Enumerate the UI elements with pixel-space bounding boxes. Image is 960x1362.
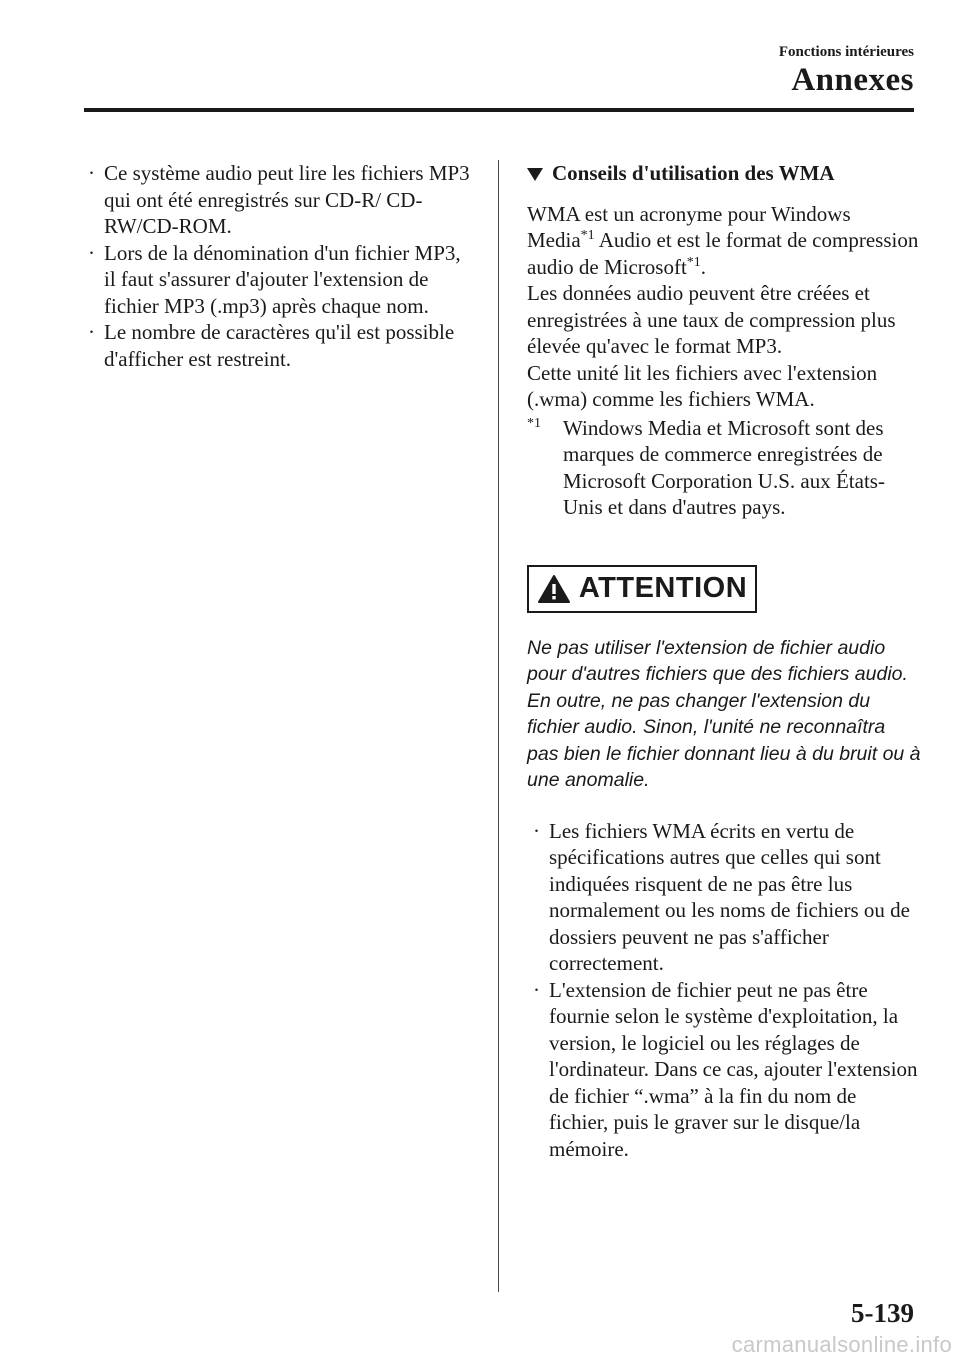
attention-label: ATTENTION xyxy=(578,572,748,605)
footnote-mark: *1 xyxy=(527,415,541,431)
list-item xyxy=(84,160,474,240)
list-item-text: Les fichiers WMA écrits en vertu de spécifications autres que celles qui sont indiquées risquent de ne pas être lus normalement ou les noms de fichiers ou de dossiers peuvent ne pas s'afficher correctement. xyxy=(549,818,910,975)
bullet-dot-icon: · xyxy=(88,320,95,344)
attention-body: Ne pas utiliser l'extension de fichier audio pour d'autres fichiers que des fichiers audio. En outre, ne pas changer l'extension du fichier audio. Sinon, l'unité ne reconnaîtra pas bien le fichier donnant lieu à du bruit ou à une anomalie. xyxy=(527,636,921,791)
triangle-down-icon xyxy=(527,168,543,181)
list-item xyxy=(84,240,474,320)
subheading-text: Conseils d'utilisation des WMA xyxy=(552,161,835,185)
bullet-dot-icon: · xyxy=(533,977,540,1002)
intro-text-3: . xyxy=(700,254,707,279)
left-column xyxy=(84,160,474,372)
list-item xyxy=(529,977,919,1163)
footnote-text: Windows Media et Microsoft sont des marques de commerce enregistrées de Microsoft Corporation U.S. aux États-Unis et dans d'autres pays. xyxy=(563,415,885,519)
list-item-text: Lors de la dénomination d'un fichier MP3, il faut s'assurer d'ajouter l'extension de fichier MP3 (.mp3) après chaque nom. xyxy=(104,240,461,318)
list-item xyxy=(529,818,919,977)
bullet-dot-icon: · xyxy=(88,240,95,265)
list-item-text: Ce système audio peut lire les fichiers MP3 qui ont été enregistrés sur CD-R/ CD-RW/CD-ROM. xyxy=(104,161,470,238)
footnote-ref: *1 xyxy=(580,228,595,243)
intro-text-2: Audio et est le format de compression audio de Microsoft xyxy=(527,228,919,279)
wma-subheading xyxy=(527,160,919,187)
attention-banner xyxy=(527,565,757,613)
header-section-title: Fonctions intérieures xyxy=(778,44,914,60)
footnote-ref: *1 xyxy=(686,254,701,270)
list-item xyxy=(84,319,474,372)
footnote xyxy=(527,415,919,521)
extension-paragraph: Cette unité lit les fichiers avec l'extension (.wma) comme les fichiers WMA. xyxy=(527,360,878,411)
compression-paragraph: Les données audio peuvent être créées et enregistrées à une taux de compression plus élevée qu'avec le format MP3. xyxy=(527,281,896,358)
warning-triangle-icon xyxy=(537,574,571,604)
right-column xyxy=(527,160,919,1162)
header-rule xyxy=(84,108,914,112)
page-number: 5-139 xyxy=(851,1298,914,1328)
list-item-text: L'extension de fichier peut ne pas être fournie selon le système d'exploitation, la version, le logiciel ou les réglages de l'ordinateur. Dans ce cas, ajouter l'extension de fichier “.wma” à la fin du nom de fichier, puis le graver sur le disque/la mémoire. xyxy=(549,977,918,1161)
wma-intro-paragraph xyxy=(527,201,919,281)
list-item-text: Le nombre de caractères qu'il est possible d'afficher est restreint. xyxy=(104,320,455,371)
bullet-dot-icon: · xyxy=(533,818,540,843)
left-bullet-list xyxy=(84,160,474,372)
intro-text-1: WMA est un acronyme pour Windows Media xyxy=(527,201,851,252)
watermark: carmanualsonline.info xyxy=(731,1332,952,1357)
right-bullet-list xyxy=(529,818,919,1163)
header-chapter-title: Annexes xyxy=(791,62,914,98)
bullet-dot-icon: · xyxy=(88,161,95,185)
column-divider xyxy=(498,160,499,1292)
